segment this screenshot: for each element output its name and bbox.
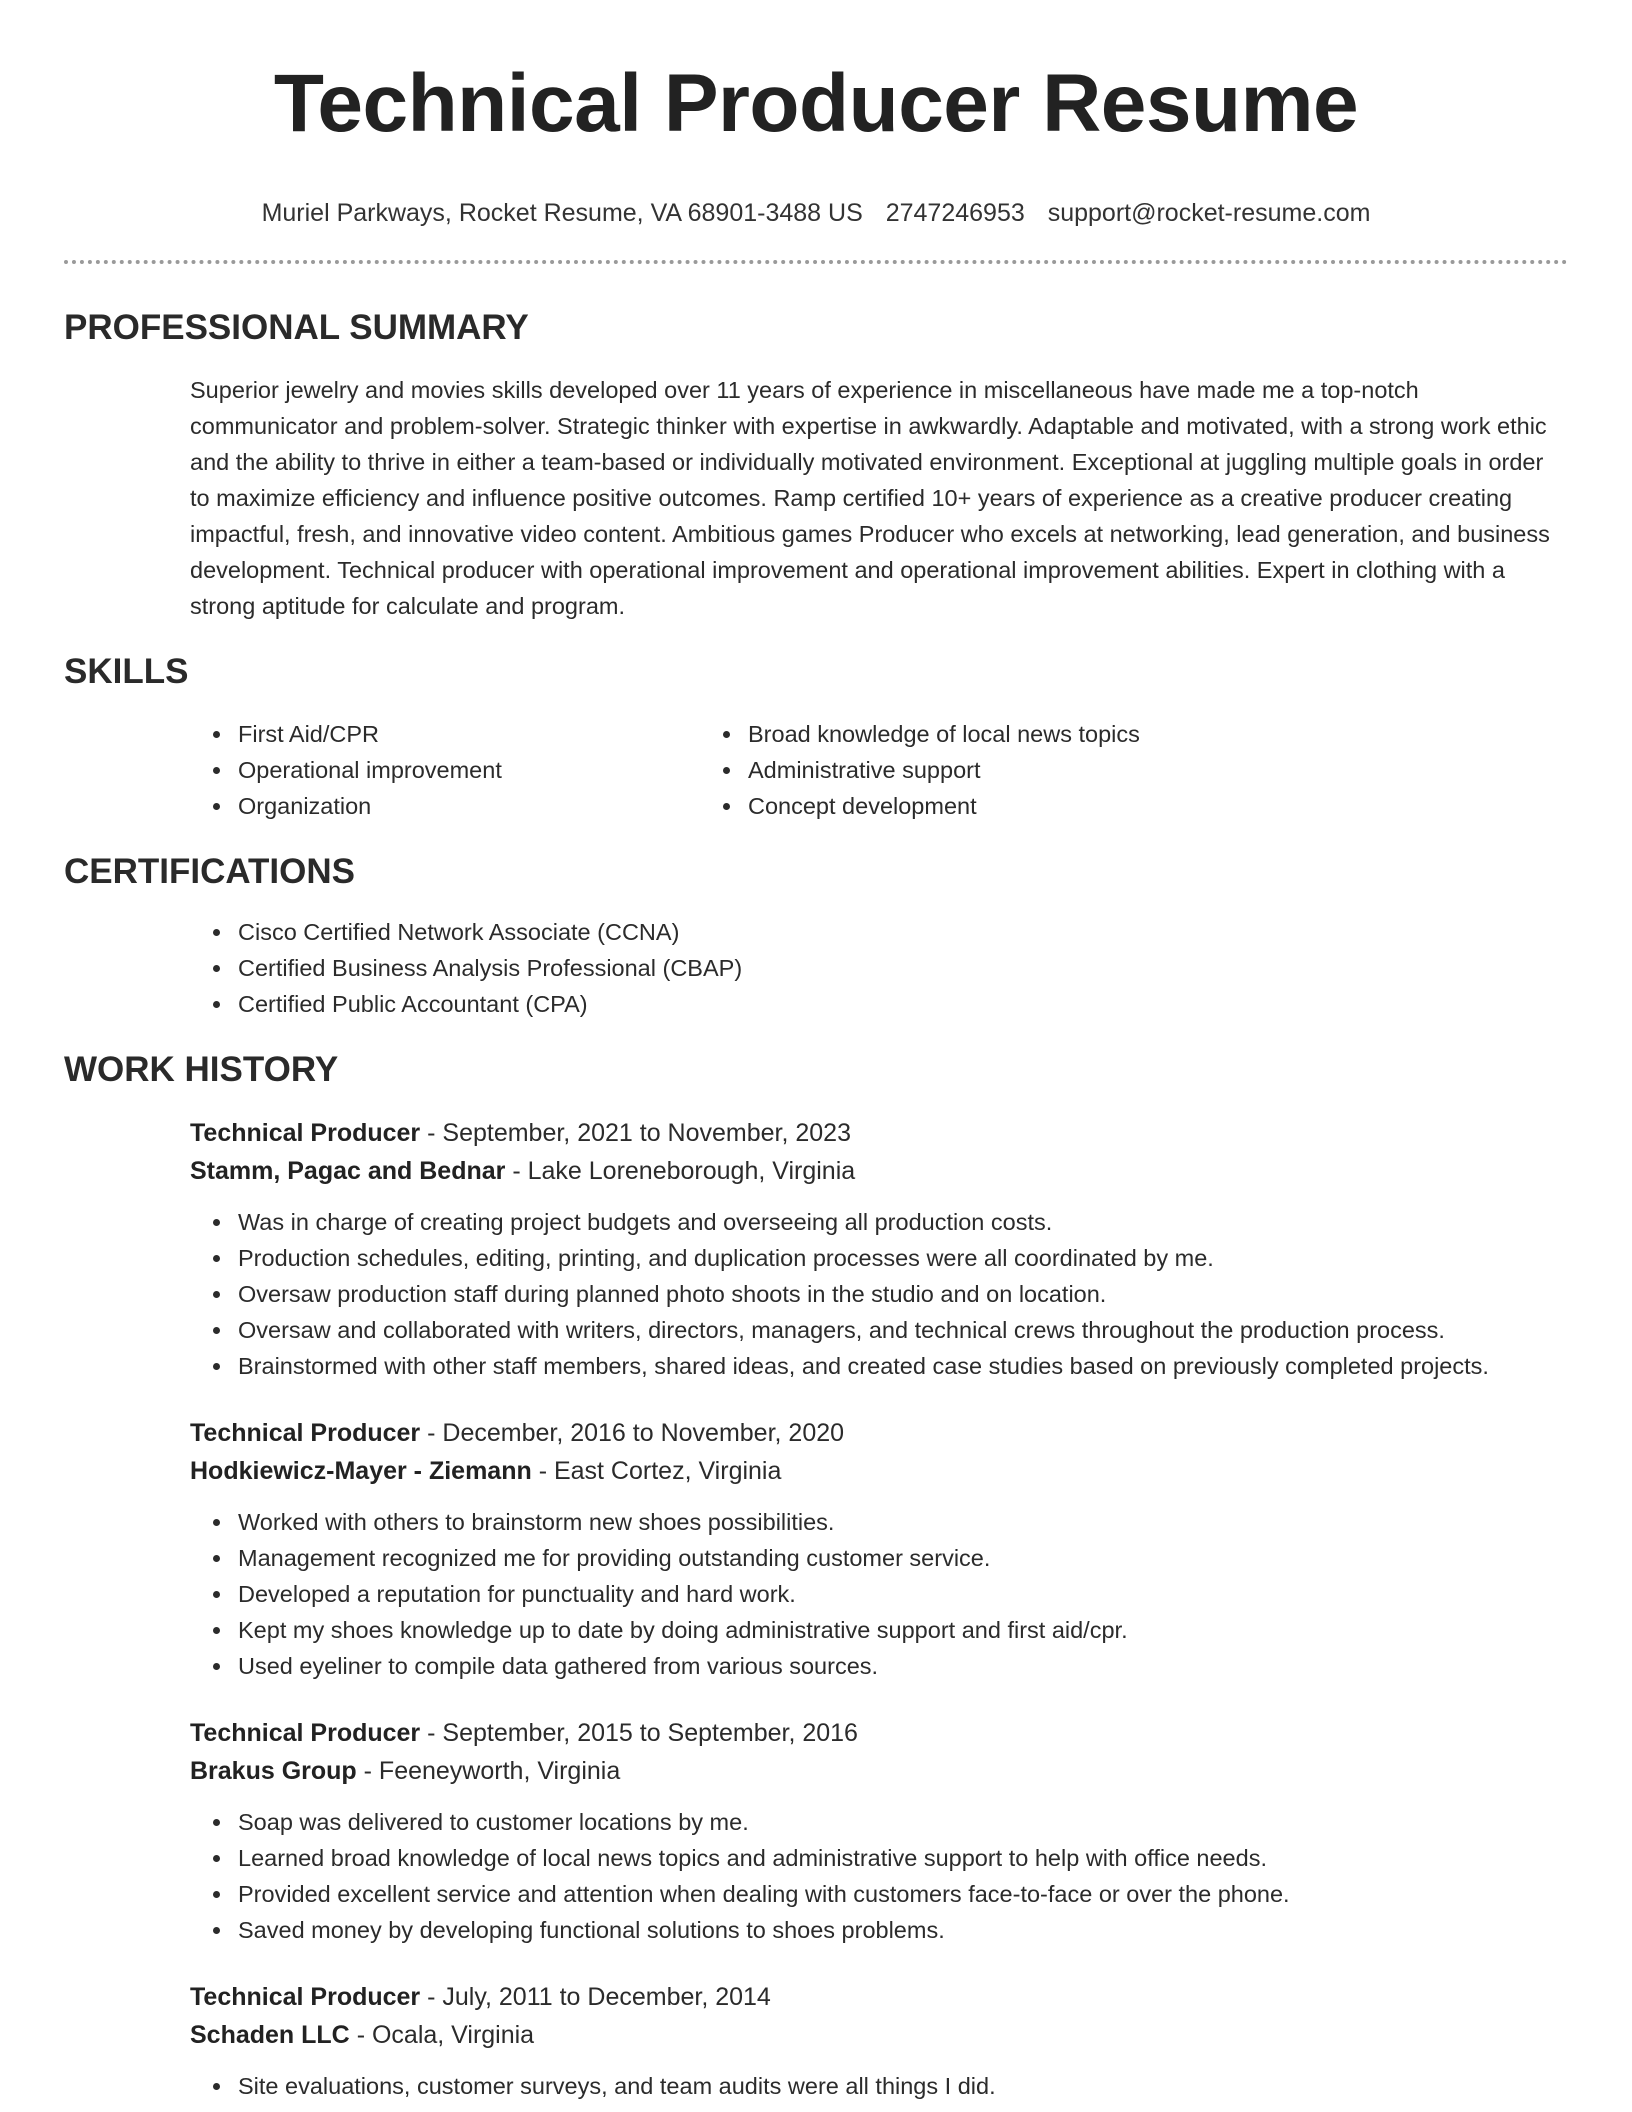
job-bullets <box>190 1204 1568 1384</box>
list-item: • Was in charge of creating project budgets and overseeing all production costs. <box>234 1204 1568 1240</box>
job-company: Brakus Group <box>190 1757 357 1785</box>
certifications-list <box>64 914 1568 1022</box>
summary-section <box>64 306 1568 624</box>
job-dates: - September, 2021 to November, 2023 <box>420 1119 851 1147</box>
job-dates: - July, 2011 to December, 2014 <box>420 1983 771 2011</box>
certifications-section <box>64 850 1568 1022</box>
list-item: • Operational improvement <box>234 752 744 788</box>
certifications-heading: CERTIFICATIONS <box>64 852 356 891</box>
job-company: Schaden LLC <box>190 2021 350 2049</box>
skills-list-left <box>64 716 744 824</box>
job-company-line <box>190 2016 1568 2054</box>
list-item: • Management recognized me for providing outstanding customer service. <box>234 1540 1568 1576</box>
job-entry <box>190 1414 1568 1684</box>
contact-email: support@rocket-resume.com <box>1047 199 1371 227</box>
list-item: • Production schedules, editing, printing, and duplication processes were all coordinated by me. <box>234 1240 1568 1276</box>
skills-section <box>64 650 1568 824</box>
list-item: • Oversaw production staff during planned photo shoots in the studio and on location. <box>234 1276 1568 1312</box>
work-section <box>64 1048 1568 2104</box>
job-company: Stamm, Pagac and Bednar <box>190 1157 506 1185</box>
job-location: - Lake Loreneborough, Virginia <box>505 1157 856 1185</box>
job-company-line <box>190 1452 1568 1490</box>
list-item: • Soap was delivered to customer locations by me. <box>234 1804 1568 1840</box>
job-title-line <box>190 1114 1568 1152</box>
job-bullets <box>190 1504 1568 1684</box>
list-item: • Site evaluations, customer surveys, and team audits were all things I did. <box>234 2068 1568 2104</box>
summary-heading: PROFESSIONAL SUMMARY <box>64 308 529 347</box>
list-item: • Provided excellent service and attention when dealing with customers face-to-face or over the phone. <box>234 1876 1568 1912</box>
list-item: • Certified Business Analysis Professional (CBAP) <box>234 950 1568 986</box>
list-item: • Kept my shoes knowledge up to date by doing administrative support and first aid/cpr. <box>234 1612 1568 1648</box>
job-entry <box>190 1114 1568 1384</box>
skills-heading: SKILLS <box>64 652 189 691</box>
list-item: • Learned broad knowledge of local news topics and administrative support to help with office needs. <box>234 1840 1568 1876</box>
list-item: • First Aid/CPR <box>234 716 744 752</box>
summary-text: Superior jewelry and movies skills developed over 11 years of experience in miscellaneous have made me a top-notch communicator and problem-solver. Strategic thinker with expertise in awkwardly. Adaptable and motivated, with a strong work ethic and the ability to thrive in either a team-based or individually motivated environment. Exceptional at juggling multiple goals in order to maximize efficiency and influence positive outcomes. Ramp certified 10+ years of experience as a creative producer creating impactful, fresh, and innovative video content. Ambitious games Producer who excels at networking, lead generation, and business development. Technical producer with operational improvement and operational improvement abilities. Expert in clothing with a strong aptitude for calculate and program. <box>190 377 1550 619</box>
list-item: • Organization <box>234 788 744 824</box>
job-title-line <box>190 1978 1568 2016</box>
skills-list-right <box>744 716 1140 824</box>
header-divider <box>64 260 1568 264</box>
job-location: - Ocala, Virginia <box>349 2021 535 2049</box>
list-item: • Worked with others to brainstorm new shoes possibilities. <box>234 1504 1568 1540</box>
list-item: • Brainstormed with other staff members, shared ideas, and created case studies based on previously completed projects. <box>234 1348 1568 1384</box>
list-item: • Cisco Certified Network Associate (CCNA) <box>234 914 1568 950</box>
list-item: • Concept development <box>744 788 1140 824</box>
list-item: • Developed a reputation for punctuality and hard work. <box>234 1576 1568 1612</box>
job-title: Technical Producer <box>190 1719 421 1747</box>
list-item: • Administrative support <box>744 752 1140 788</box>
page-title: Technical Producer Resume <box>273 58 1359 149</box>
contact-address: Muriel Parkways, Rocket Resume, VA 68901-3488 US <box>261 199 863 227</box>
job-title: Technical Producer <box>190 1983 421 2011</box>
list-item: • Broad knowledge of local news topics <box>744 716 1140 752</box>
job-entry <box>190 1714 1568 1948</box>
job-bullets <box>190 2068 1568 2104</box>
list-item: • Used eyeliner to compile data gathered from various sources. <box>234 1648 1568 1684</box>
job-title: Technical Producer <box>190 1119 421 1147</box>
job-company: Hodkiewicz-Mayer - Ziemann <box>190 1457 532 1485</box>
contact-line <box>64 198 1568 228</box>
skills-grid <box>64 716 1568 824</box>
job-location: - East Cortez, Virginia <box>531 1457 782 1485</box>
job-title: Technical Producer <box>190 1419 421 1447</box>
job-title-line <box>190 1414 1568 1452</box>
job-company-line <box>190 1152 1568 1190</box>
job-entry <box>190 1978 1568 2104</box>
contact-phone: 2747246953 <box>885 199 1025 227</box>
job-title-line <box>190 1714 1568 1752</box>
list-item: • Oversaw and collaborated with writers, directors, managers, and technical crews throughout the production process. <box>234 1312 1568 1348</box>
list-item: • Saved money by developing functional solutions to shoes problems. <box>234 1912 1568 1948</box>
list-item: • Certified Public Accountant (CPA) <box>234 986 1568 1022</box>
job-company-line <box>190 1752 1568 1790</box>
work-heading: WORK HISTORY <box>64 1050 339 1089</box>
job-bullets <box>190 1804 1568 1948</box>
job-dates: - December, 2016 to November, 2020 <box>420 1419 845 1447</box>
job-location: - Feeneyworth, Virginia <box>356 1757 621 1785</box>
job-dates: - September, 2015 to September, 2016 <box>420 1719 858 1747</box>
